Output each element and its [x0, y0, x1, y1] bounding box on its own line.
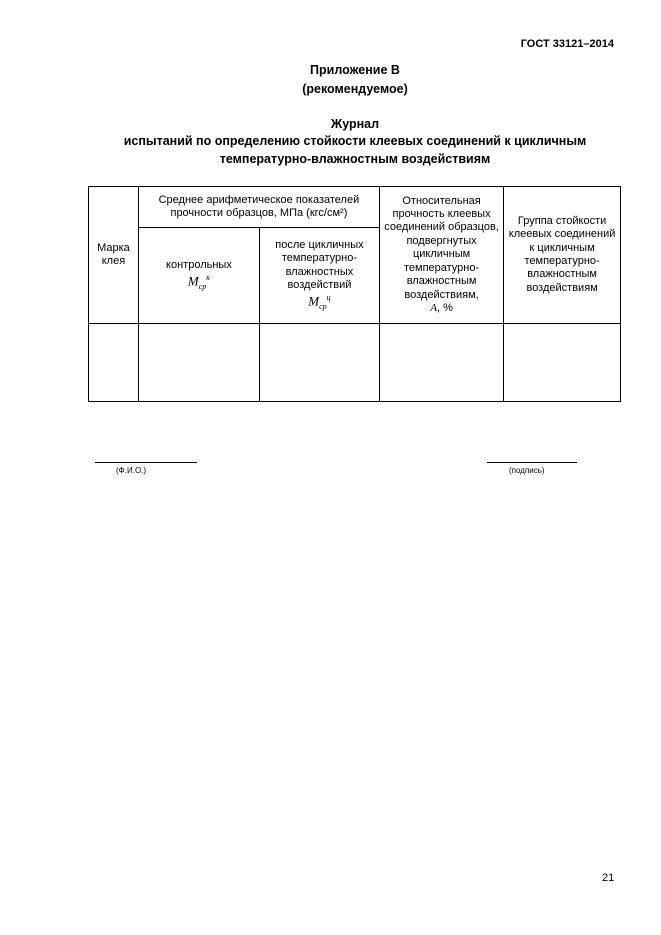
table-cell: [138, 324, 259, 402]
table-cell: [379, 324, 503, 402]
header-relative-strength: [379, 187, 503, 324]
signature-line: [487, 462, 577, 463]
appendix-subtitle: (рекомендуемое): [302, 82, 408, 96]
journal-table: [88, 186, 621, 402]
page-number: 21: [602, 872, 615, 884]
relative-strength-symbol: A: [430, 301, 437, 314]
name-signature-line: [95, 462, 197, 463]
after-cycles-text: после цикличных температурно-влажностных воздействий: [275, 238, 364, 292]
relative-strength-unit: , %: [436, 301, 453, 314]
after-cycles-symbol: $M_{ср}^ц$: [308, 293, 331, 312]
appendix-title: Приложение В: [310, 63, 400, 77]
control-text: контрольных: [166, 258, 232, 271]
table-row: [89, 324, 621, 402]
table-cell: [504, 324, 621, 402]
header-after-cycles: [259, 228, 379, 324]
header-mean-strength: Среднее арифметическое показателей прочности образцов, МПа (кгс/см²): [138, 187, 379, 228]
header-brand: Марка клея: [89, 187, 139, 324]
name-label: (Ф.И.О.): [116, 466, 147, 475]
journal-subtitle-line2: температурно-влажностным воздействиям: [219, 152, 491, 166]
header-resistance-group: Группа стойкости клеевых соединений к цикличным температурно-влажностным воздействиям: [504, 187, 621, 324]
journal-subtitle-line1: испытаний по определению стойкости клеевых соединений к цикличным: [123, 134, 587, 148]
table-cell: [89, 324, 139, 402]
table-cell: [259, 324, 379, 402]
document-code: ГОСТ 33121–2014: [520, 38, 614, 50]
signature-label: (подпись): [509, 466, 545, 475]
journal-title: Журнал: [330, 117, 380, 131]
relative-strength-text: Относительная прочность клеевых соединений образцов, подвергнутых цикличным температурно-влажностным воздействиям,: [384, 194, 499, 301]
header-control: [138, 228, 259, 324]
control-symbol: $M_{ср}^к$: [187, 273, 210, 292]
